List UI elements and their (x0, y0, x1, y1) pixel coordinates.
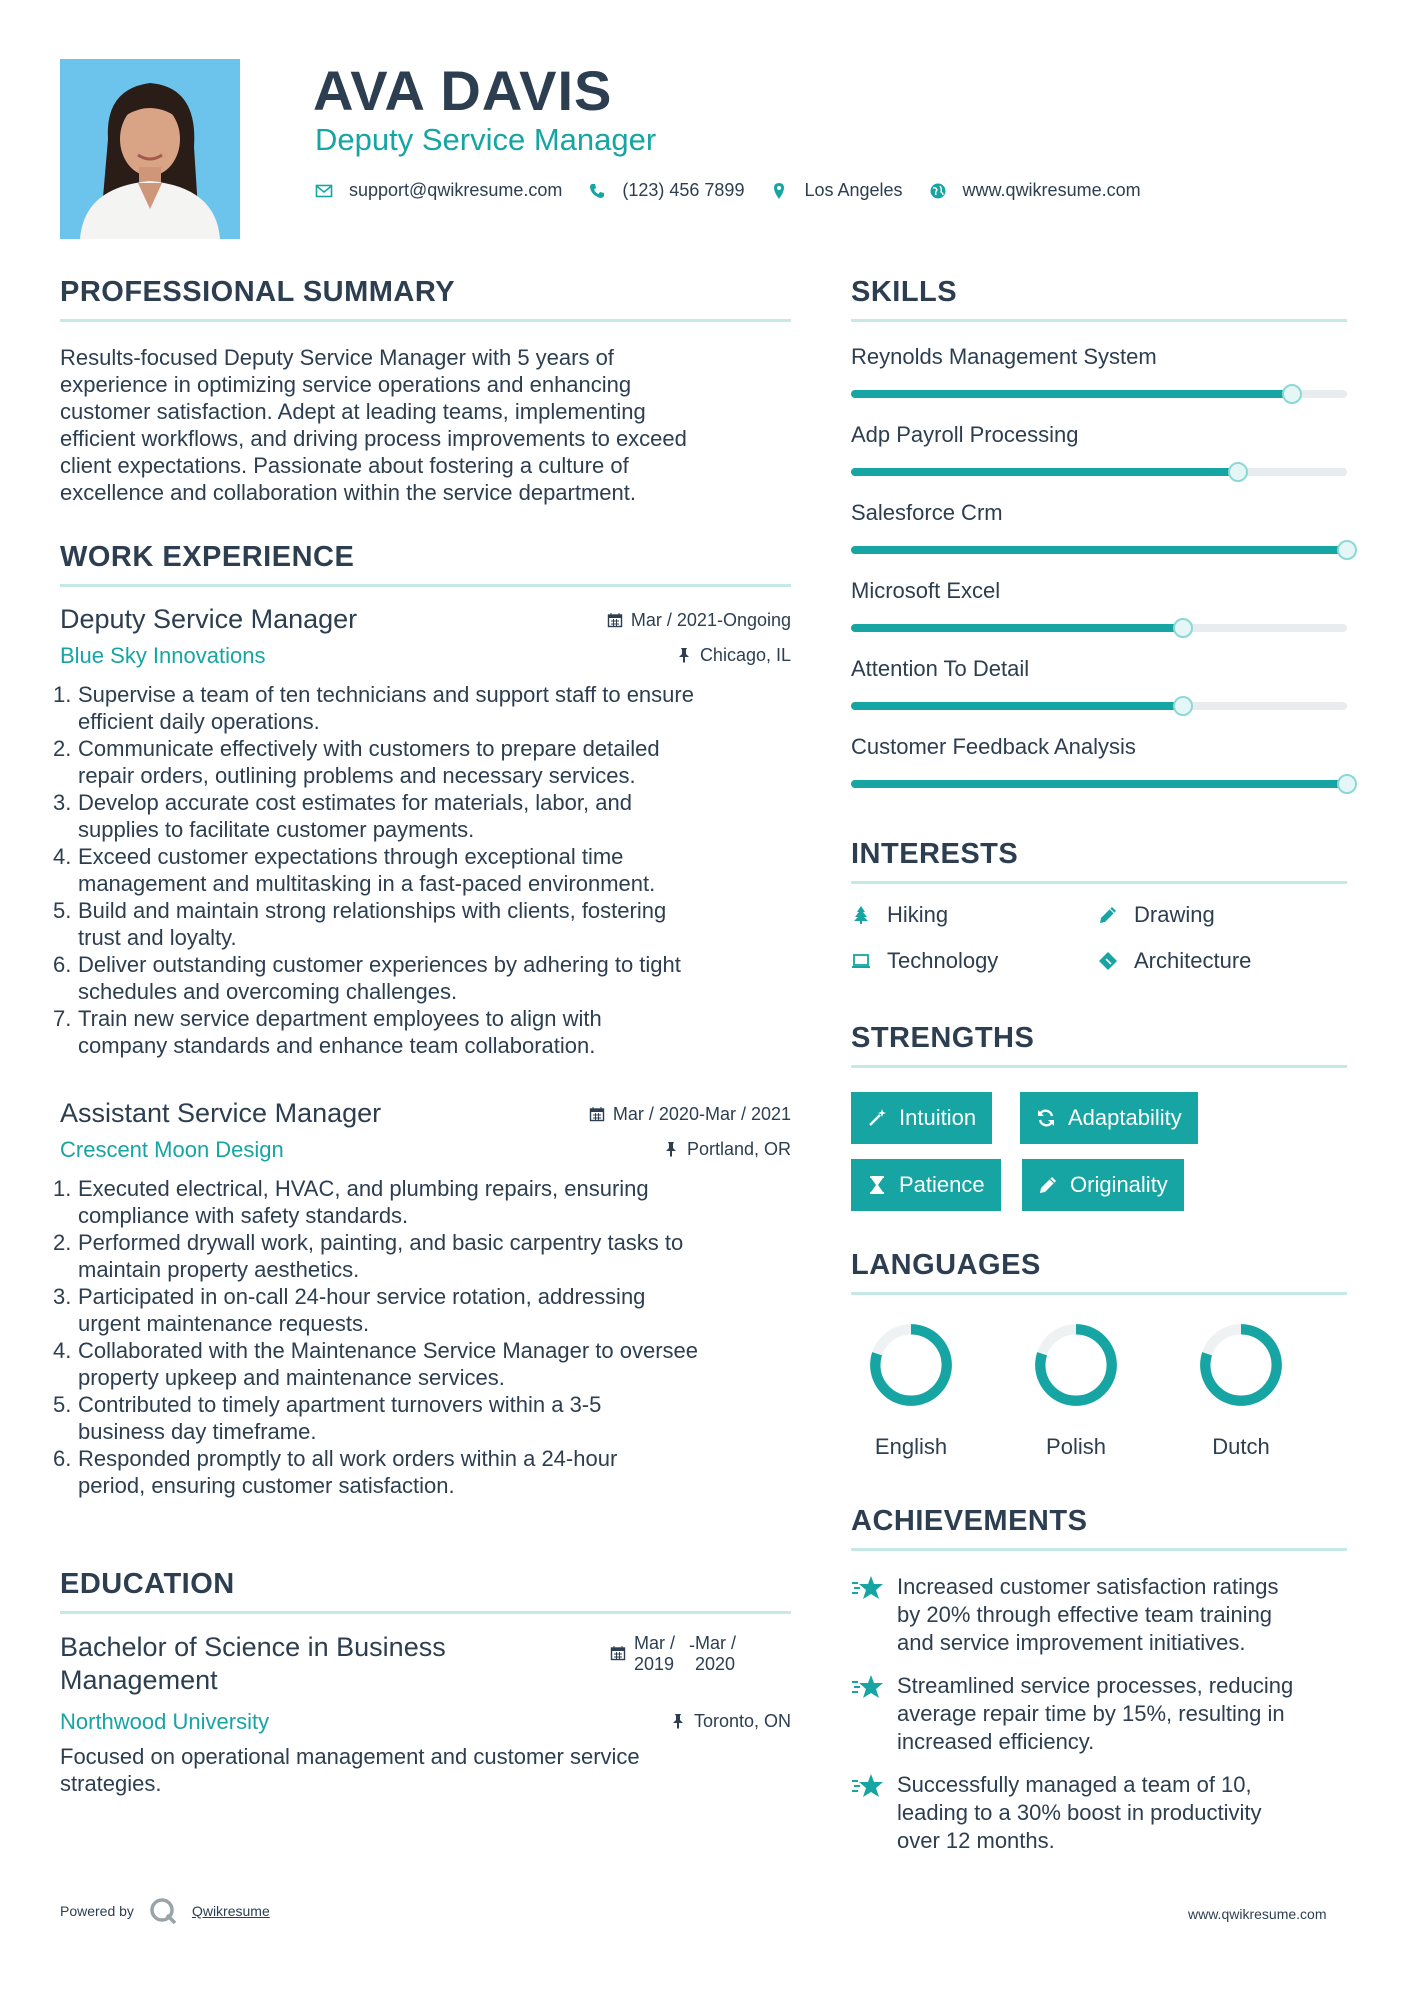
achievement-item (851, 1672, 1347, 1756)
job-location: Chicago, IL (676, 645, 791, 666)
pencil-icon (1038, 1175, 1058, 1195)
list-item: 5. Build and maintain strong relationships with clients, fostering trust and loyalty. (53, 898, 667, 950)
skill-bar-knob (1337, 540, 1357, 560)
summary-section (60, 276, 791, 506)
skill-label: Customer Feedback Analysis (851, 734, 1136, 759)
interest-item: Hiking (851, 902, 948, 928)
footer-url[interactable]: www.qwikresume.com (1188, 1906, 1327, 1922)
list-item: 2. Performed drywall work, painting, and basic carpentry tasks to maintain property aesthetics. (53, 1230, 684, 1282)
website-text: www.qwikresume.com (962, 180, 1141, 200)
summary-text (60, 344, 791, 506)
interests-heading: INTERESTS (851, 838, 1347, 884)
language-ring (1029, 1318, 1123, 1412)
list-item: 3. Develop accurate cost estimates for materials, labor, and supplies to facilitate customer payments. (53, 790, 632, 842)
strengths-section (851, 1022, 1347, 1068)
education-heading: EDUCATION (60, 1568, 791, 1614)
languages-heading: LANGUAGES (851, 1249, 1347, 1295)
tree-icon (851, 905, 871, 925)
pushpin-icon (676, 647, 692, 663)
skill-bar-fill (851, 546, 1347, 554)
language-item (1021, 1318, 1131, 1460)
degree-title: Bachelor of Science in Business Management (60, 1632, 446, 1695)
phone-text: (123) 456 7899 (622, 180, 745, 200)
skills-section (851, 276, 1347, 322)
skill-bar (851, 780, 1347, 788)
achievements-heading: ACHIEVEMENTS (851, 1505, 1347, 1551)
skill-bar-fill (851, 390, 1292, 398)
company-name: Crescent Moon Design (60, 1137, 284, 1162)
list-item: 3. Participated in on-call 24-hour service rotation, addressing urgent maintenance requests. (53, 1284, 646, 1336)
interest-item: Technology (851, 948, 998, 974)
list-item: 4. Exceed customer expectations through exceptional time management and multitasking in a fast-paced environment. (53, 844, 656, 896)
skill-item (851, 734, 1347, 760)
contact-email[interactable] (315, 180, 562, 201)
skill-bar-knob (1228, 462, 1248, 482)
interest-item: Architecture (1098, 948, 1251, 974)
company-name: Blue Sky Innovations (60, 643, 266, 668)
achievement-text: Streamlined service processes, reducing average repair time by 15%, resulting in increased efficiency. (897, 1673, 1294, 1754)
experience-section (60, 541, 791, 587)
skill-label: Reynolds Management System (851, 344, 1157, 369)
achievement-item (851, 1771, 1347, 1855)
skill-bar-knob (1282, 384, 1302, 404)
refresh-icon (1036, 1108, 1056, 1128)
skill-label: Adp Payroll Processing (851, 422, 1079, 447)
skills-heading: SKILLS (851, 276, 1347, 322)
summary-line: Results-focused Deputy Service Manager with 5 years of (60, 345, 614, 370)
portrait-illustration (60, 59, 240, 239)
skill-label: Attention To Detail (851, 656, 1030, 681)
contact-website[interactable] (929, 180, 1141, 201)
laptop-icon (851, 951, 871, 971)
skill-bar (851, 468, 1347, 476)
qwikresume-link[interactable]: Qwikresume (191, 1903, 270, 1919)
skill-bar-knob (1173, 696, 1193, 716)
achievement-text: Increased customer satisfaction ratings by 20% through effective team training and service improvement initiatives. (897, 1574, 1279, 1655)
profile-photo (60, 59, 240, 239)
achievement-text: Successfully managed a team of 10, leading to a 30% boost in productivity over 12 months. (897, 1772, 1262, 1853)
language-label: English (874, 1434, 948, 1459)
skill-bar-fill (851, 780, 1347, 788)
strength-tag: Intuition (851, 1092, 992, 1144)
language-item (856, 1318, 966, 1460)
list-item: 7. Train new service department employees to align with company standards and enhance team collaboration. (53, 1006, 602, 1058)
language-ring (1194, 1318, 1288, 1412)
summary-line: excellence and collaboration within the service department. (60, 480, 636, 505)
skill-bar-knob (1337, 774, 1357, 794)
skill-bar (851, 546, 1347, 554)
envelope-icon (315, 182, 333, 200)
education-entry (60, 1631, 791, 1797)
footer-powered-by: Powered by Qwikresume (60, 1896, 270, 1926)
skill-bar-knob (1173, 618, 1193, 638)
phone-icon (588, 182, 606, 200)
languages-section (851, 1249, 1347, 1295)
list-item: 1. Executed electrical, HVAC, and plumbing repairs, ensuring compliance with safety standards. (53, 1176, 649, 1228)
strength-tag: Patience (851, 1159, 1001, 1211)
skill-item (851, 578, 1347, 604)
job-location: Portland, OR (663, 1139, 791, 1160)
calendar-icon (589, 1106, 605, 1122)
skill-item (851, 500, 1347, 526)
summary-line: customer satisfaction. Adept at leading teams, implementing (60, 399, 646, 424)
qwikresume-logo-icon (148, 1896, 178, 1926)
education-date: Mar / 2019 - Mar / 2020 (610, 1633, 736, 1675)
skill-label: Salesforce Crm (851, 500, 1003, 525)
skill-item (851, 344, 1347, 370)
pencil-icon (1098, 905, 1118, 925)
skill-bar-fill (851, 468, 1238, 476)
skill-bar (851, 390, 1347, 398)
hourglass-icon (867, 1175, 887, 1195)
achievements-section (851, 1505, 1347, 1551)
calendar-icon (610, 1645, 626, 1661)
interest-item: Drawing (1098, 902, 1215, 928)
job-entry (53, 1098, 791, 1499)
candidate-name: AVA DAVIS (313, 59, 613, 122)
list-item: 6. Deliver outstanding customer experiences by adhering to tight schedules and overcoming challenges. (53, 952, 681, 1004)
list-item: 4. Collaborated with the Maintenance Service Manager to oversee property upkeep and maintenance services. (53, 1338, 699, 1390)
ruler-pencil-icon (1098, 951, 1118, 971)
star-icon (851, 1574, 885, 1602)
skill-item (851, 656, 1347, 682)
responsibility-list (53, 1175, 791, 1499)
summary-heading: PROFESSIONAL SUMMARY (60, 276, 791, 322)
magic-wand-icon (867, 1108, 887, 1128)
skill-bar (851, 624, 1347, 632)
list-item: 6. Responded promptly to all work orders within a 24-hour period, ensuring customer satisfaction. (53, 1446, 618, 1498)
school-location: Toronto, ON (670, 1711, 791, 1732)
language-item (1186, 1318, 1296, 1460)
job-date: Mar / 2021-Ongoing (607, 610, 791, 631)
language-ring (864, 1318, 958, 1412)
job-date: Mar / 2020-Mar / 2021 (589, 1104, 791, 1125)
contact-location (770, 180, 902, 201)
pushpin-icon (670, 1713, 686, 1729)
summary-line: client expectations. Passionate about fostering a culture of (60, 453, 629, 478)
job-title: Deputy Service Manager (60, 604, 358, 634)
job-entry (53, 604, 791, 1059)
education-section (60, 1568, 791, 1614)
map-pin-icon (770, 182, 788, 200)
pushpin-icon (663, 1141, 679, 1157)
calendar-icon (607, 612, 623, 628)
strengths-heading: STRENGTHS (851, 1022, 1347, 1068)
list-item: 5. Contributed to timely apartment turnovers within a 3-5 business day timeframe. (53, 1392, 602, 1444)
school-name: Northwood University (60, 1709, 270, 1734)
strength-tag: Originality (1022, 1159, 1184, 1211)
contact-phone[interactable] (588, 180, 744, 201)
language-label: Dutch (1212, 1434, 1270, 1459)
list-item: 2. Communicate effectively with customers to prepare detailed repair orders, outlining problems and necessary services. (53, 736, 660, 788)
skill-bar-fill (851, 624, 1183, 632)
language-label: Polish (1046, 1434, 1106, 1459)
summary-line: efficient workflows, and driving process improvements to exceed (60, 426, 687, 451)
contact-bar (315, 180, 1167, 201)
experience-heading: WORK EXPERIENCE (60, 541, 791, 587)
strength-tag: Adaptability (1020, 1092, 1198, 1144)
list-item: 1. Supervise a team of ten technicians and support staff to ensure efficient daily operations. (53, 682, 694, 734)
email-text: support@qwikresume.com (349, 180, 563, 200)
skill-bar (851, 702, 1347, 710)
star-icon (851, 1673, 885, 1701)
skill-bar-fill (851, 702, 1183, 710)
summary-line: experience in optimizing service operations and enhancing (60, 372, 632, 397)
candidate-role: Deputy Service Manager (315, 122, 657, 157)
star-icon (851, 1772, 885, 1800)
skill-item (851, 422, 1347, 448)
interests-section (851, 838, 1347, 884)
responsibility-list (53, 681, 791, 1059)
achievement-item (851, 1573, 1347, 1657)
education-description: Focused on operational management and customer service strategies. (60, 1744, 640, 1796)
location-text: Los Angeles (804, 180, 903, 200)
job-title: Assistant Service Manager (60, 1098, 382, 1128)
globe-icon (929, 182, 947, 200)
skill-label: Microsoft Excel (851, 578, 1001, 603)
